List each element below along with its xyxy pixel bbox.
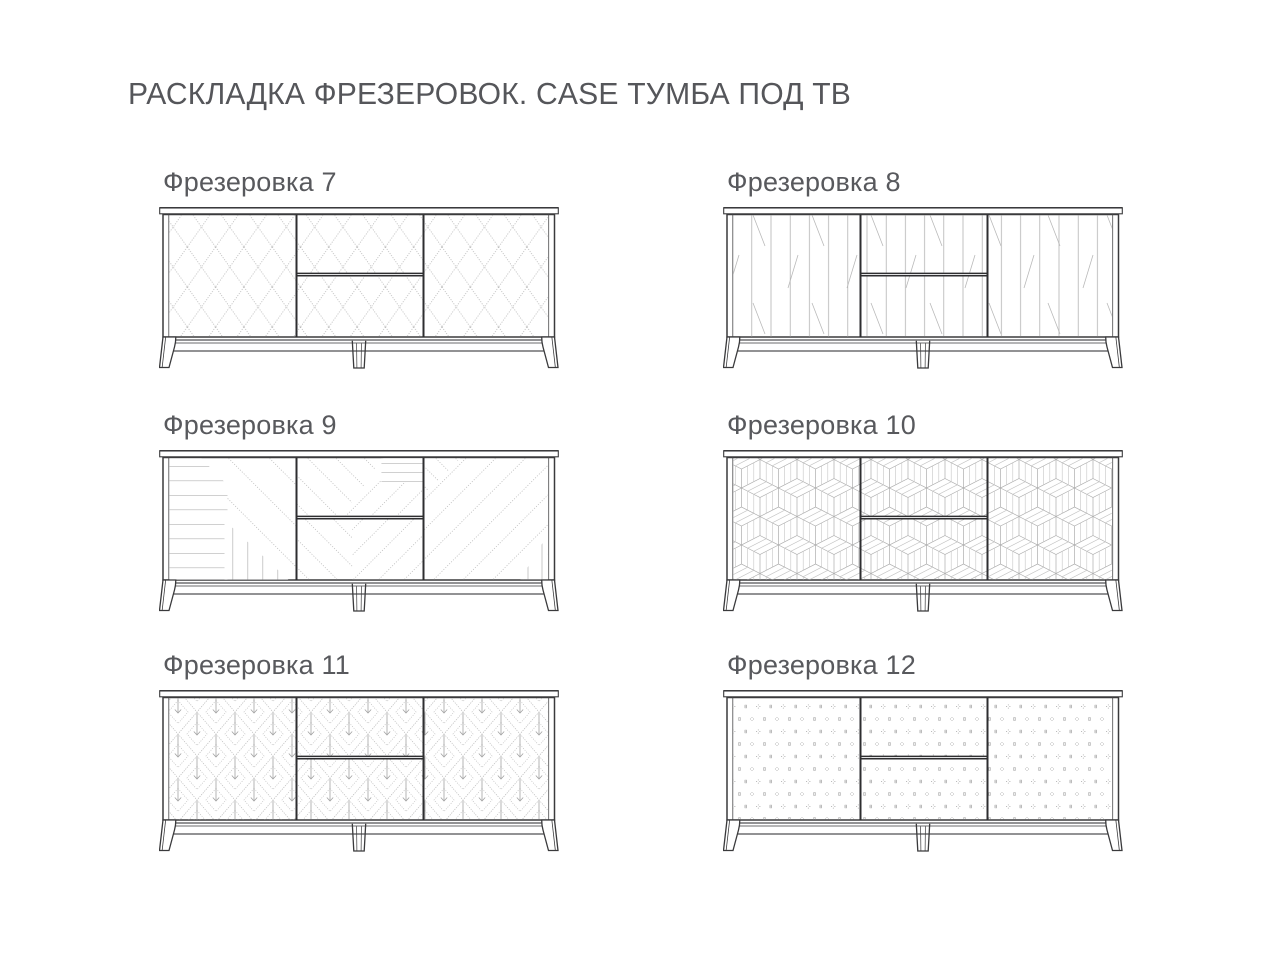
- variant-label: Фрезеровка 8: [727, 167, 901, 197]
- tv-stand-drawing: [159, 450, 559, 616]
- tv-stand-drawing: [159, 690, 559, 856]
- tv-stand-drawing: [723, 450, 1123, 616]
- tv-stand-drawing: [723, 207, 1123, 373]
- variant-label: Фрезеровка 9: [163, 410, 337, 440]
- milling-variant-9: [159, 408, 561, 616]
- tv-stand-drawing: [159, 207, 559, 373]
- milling-variant-11: [159, 648, 561, 856]
- variant-label: Фрезеровка 12: [727, 650, 916, 680]
- milling-variant-12: [723, 648, 1125, 856]
- milling-variant-10: [723, 408, 1125, 616]
- milling-variant-8: [723, 165, 1125, 373]
- milling-variant-7: [159, 165, 561, 373]
- variant-label: Фрезеровка 11: [163, 650, 350, 680]
- variant-label: Фрезеровка 10: [727, 410, 916, 440]
- variant-label: Фрезеровка 7: [163, 167, 337, 197]
- tv-stand-drawing: [723, 690, 1123, 856]
- page-title: РАСКЛАДКА ФРЕЗЕРОВОК. CASE ТУМБА ПОД ТВ: [128, 76, 852, 111]
